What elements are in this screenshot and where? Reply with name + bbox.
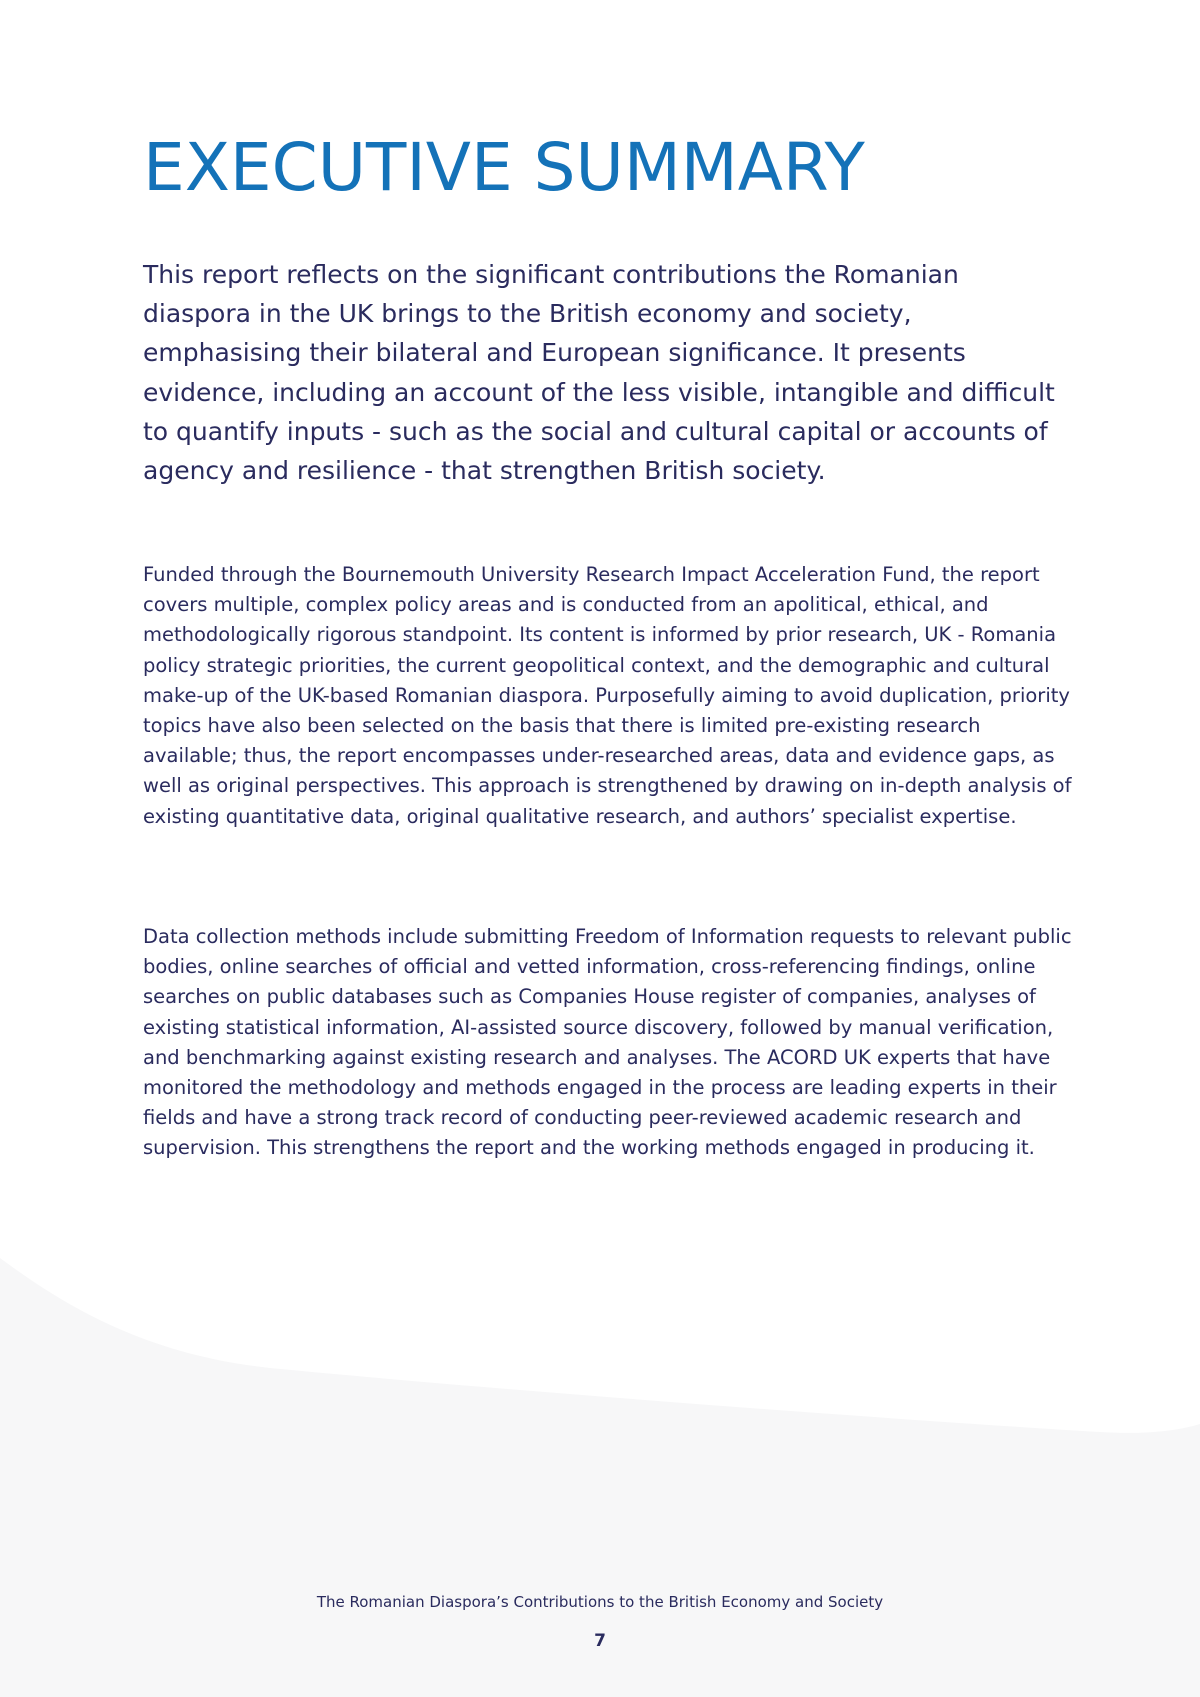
body-paragraph-funding: Funded through the Bournemouth University Research Impact Acceleration Fund, the report covers multiple, complex policy areas and is conducted from an apolitical, ethical, and methodologically rigorous standpoint. Its content is informed by prior research, UK - Romania policy strategic priorities, the current geopolitical context, and the demographic and cultural make-up of the UK-based Romanian diaspora. Purposefully aiming to avoid duplication, priority topics have also been selected on the basis that there is limited pre-existing research available; thus, the report encompasses under-researched areas, data and evidence gaps, as well as original perspectives. This approach is strengthened by drawing on in-depth analysis of existing quantitative data, original qualitative research, and authors’ specialist expertise. [143, 563, 1072, 828]
footer-document-title: The Romanian Diaspora’s Contributions to the British Economy and Society [316, 1593, 884, 1611]
body-paragraph-data-collection: Data collection methods include submitting Freedom of Information requests to relevant public bodies, online searches of official and vetted information, cross-referencing findings, online searches on public databases such as Companies House register of companies, analyses of existing statistical information, AI-assisted source discovery, followed by manual verification, and benchmarking against existing research and analyses. The ACORD UK experts that have monitored the methodology and methods engaged in the process are leading experts in their fields and have a strong track record of conducting peer-reviewed academic research and supervision. This strengthens the report and the working methods engaged in producing it. [143, 925, 1072, 1160]
page-title: EXECUTIVE SUMMARY [143, 129, 865, 206]
lead-paragraph: This report reflects on the significant contributions the Romanian diaspora in the UK brings to the British economy and society, emphasising their bilateral and European significance. It presents evidence, including an account of the less visible, intangible and difficult to quantify inputs - such as the social and cultural capital or accounts of agency and resilience - that strengthen British society. [143, 260, 1055, 486]
page-number: 7 [594, 1631, 606, 1651]
